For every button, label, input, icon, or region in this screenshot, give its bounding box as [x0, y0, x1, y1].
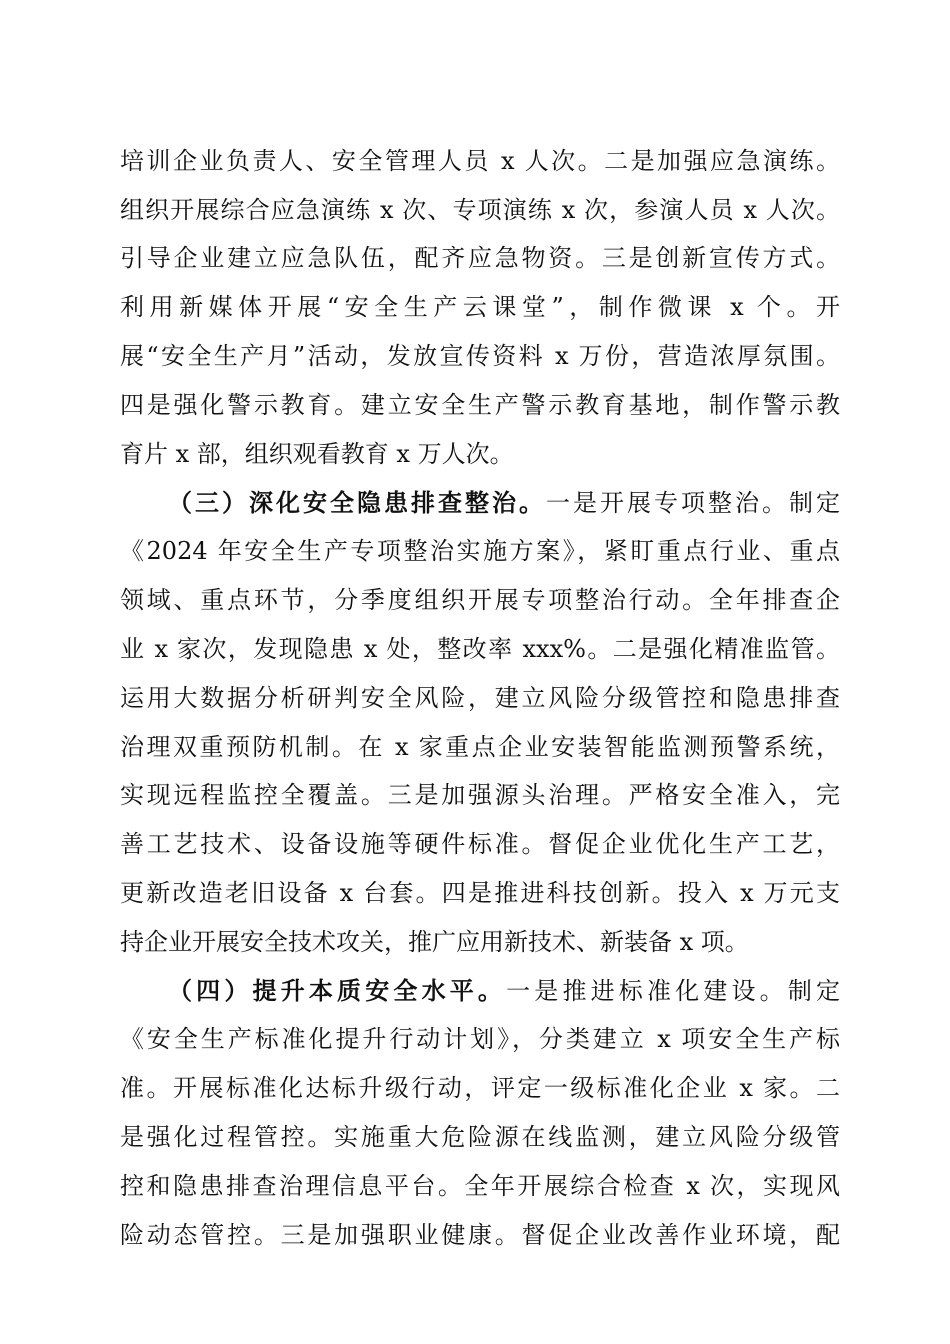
paragraph-line: 引导企业建立应急队伍，配齐应急物资。三是创新宣传方式。 — [120, 244, 840, 272]
paragraph-line: 运用大数据分析研判安全风险，建立风险分级管控和隐患排查 — [120, 684, 840, 712]
paragraph-line: 实现远程监控全覆盖。三是加强源头治理。严格安全准入，完 — [120, 781, 840, 809]
paragraph-line: 四是强化警示教育。建立安全生产警示教育基地，制作警示教 — [120, 391, 840, 419]
paragraph-line: 展“安全生产月”活动，发放宣传资料 x 万份，营造浓厚氛围。 — [120, 342, 840, 370]
paragraph-line: 利用新媒体开展“安全生产云课堂”，制作微课 x 个。开 — [120, 293, 840, 321]
paragraph-line: 治理双重预防机制。在 x 家重点企业安装智能监测预警系统， — [120, 733, 840, 761]
paragraph-line: 准。开展标准化达标升级行动，评定一级标准化企业 x 家。二 — [120, 1074, 840, 1102]
paragraph-line: 险动态管控。三是加强职业健康。督促企业改善作业环境，配 — [120, 1221, 840, 1249]
section-4-text: 一是推进标准化建设。制定 — [506, 977, 841, 1005]
paragraph-line: 《安全生产标准化提升行动计划》，分类建立 x 项安全生产标 — [120, 1025, 840, 1053]
paragraph-line: 组织开展综合应急演练 x 次、专项演练 x 次，参演人员 x 人次。 — [120, 196, 840, 224]
paragraph-line: 育片 x 部，组织观看教育 x 万人次。 — [120, 440, 514, 468]
section-3-heading: （三）深化安全隐患排查整治。 — [168, 489, 546, 517]
paragraph-line: 《2024 年安全生产专项整治实施方案》，紧盯重点行业、重点 — [120, 537, 840, 565]
section-3-text: 一是开展专项整治。制定 — [546, 489, 840, 517]
paragraph-line: 更新改造老旧设备 x 台套。四是推进科技创新。投入 x 万元支 — [120, 879, 840, 907]
section-4-heading: （四）提升本质安全水平。 — [168, 977, 507, 1005]
paragraph-line: 是强化过程管控。实施重大危险源在线监测，建立风险分级管 — [120, 1123, 840, 1151]
paragraph-line: 领域、重点环节，分季度组织开展专项整治行动。全年排查企 — [120, 586, 840, 614]
paragraph-line: 业 x 家次，发现隐患 x 处，整改率 xxx%。二是强化精准监管。 — [120, 635, 840, 663]
section-4-first-line — [168, 969, 840, 1013]
paragraph-line: 持企业开展安全技术攻关，推广应用新技术、新装备 x 项。 — [120, 928, 749, 956]
paragraph-line: 善工艺技术、设备设施等硬件标准。督促企业优化生产工艺， — [120, 830, 840, 858]
section-3-first-line — [168, 481, 840, 525]
paragraph-line: 控和隐患排查治理信息平台。全年开展综合检查 x 次，实现风 — [120, 1172, 840, 1200]
paragraph-line: 培训企业负责人、安全管理人员 x 人次。二是加强应急演练。 — [120, 147, 840, 175]
